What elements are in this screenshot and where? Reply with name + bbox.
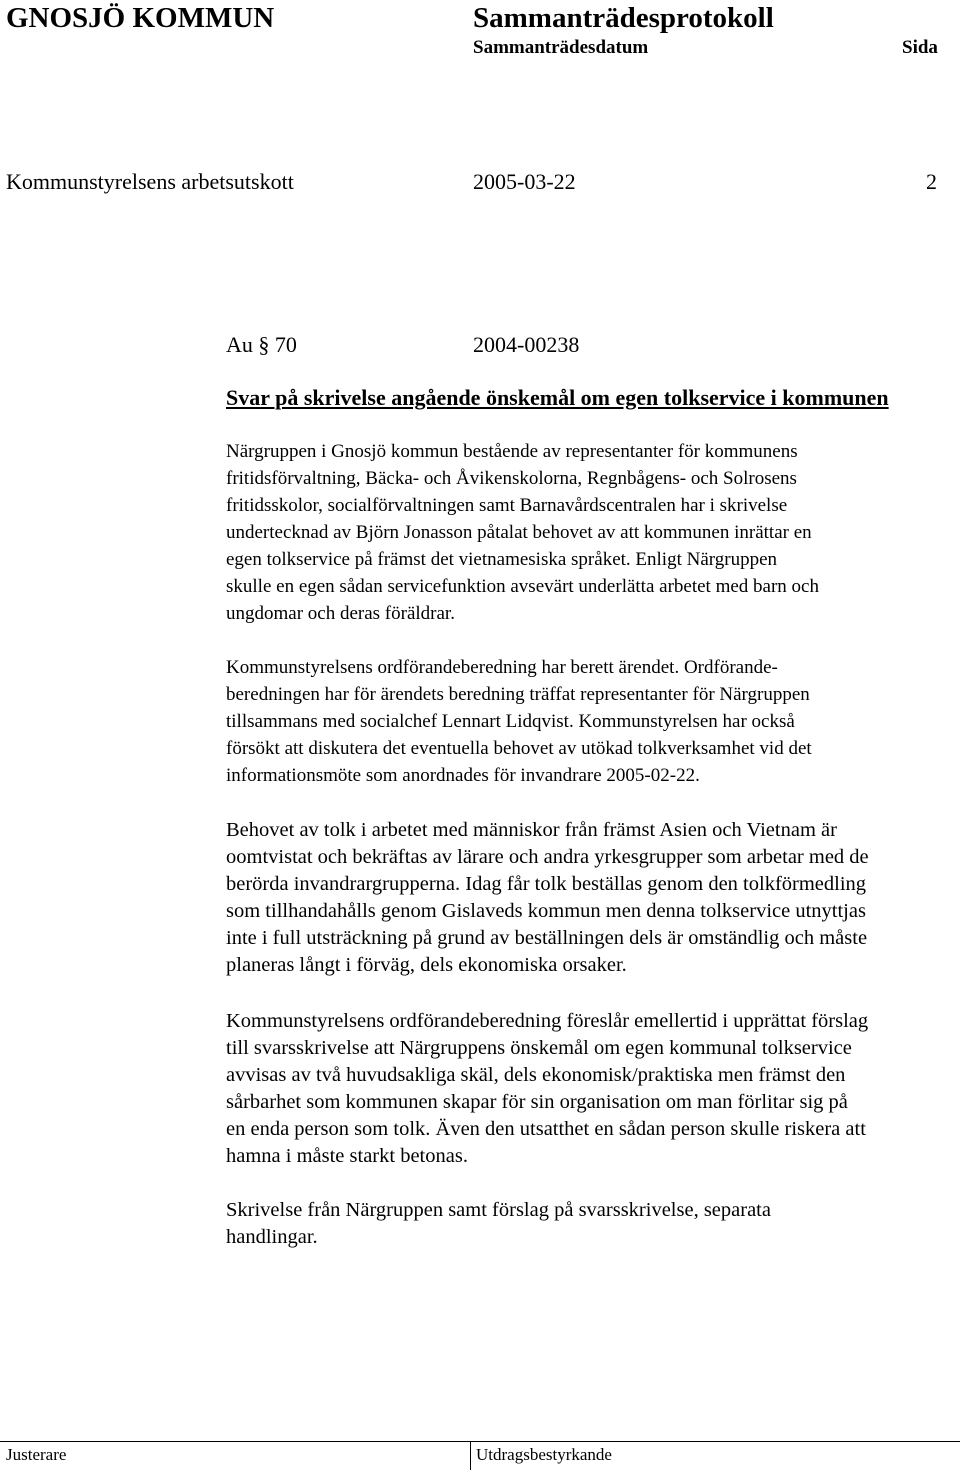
text-line: Kommunstyrelsens ordförandeberedning har berett ärendet. Ordförande- [226,657,778,678]
case-number: 2004-00238 [473,332,580,357]
text-line: informationsmöte som anordnades för invandrare 2005-02-22. [226,765,700,786]
text-line: försökt att diskutera det eventuella behovet av utökad tolkverksamhet vid det [226,738,812,759]
page-number: 2 [926,169,937,194]
text-line: tillsammans med socialchef Lennart Lidqvist. Kommunstyrelsen har också [226,711,795,732]
text-line: fritidsskolor, socialförvaltningen samt Barnavårdscentralen har i skrivelse [226,495,788,516]
footer-divider [470,1441,471,1470]
text-line: som tillhandahålls genom Gislaveds kommun men denna tolkservice utnyttjas [226,900,866,922]
text-line: berörda invandrargrupperna. Idag får tolk beställas genom den tolkförmedling [226,873,867,895]
text-line: till svarsskrivelse att Närgruppens önskemål om egen kommunal tolkservice [226,1037,852,1059]
text-line: sårbarhet som kommunen skapar för sin organisation om man förlitar sig på [226,1091,848,1113]
paragraph-reference: Au § 70 [226,332,297,357]
text-line: oomtvistat och bekräftas av lärare och andra yrkesgrupper som arbetar med de [226,846,869,868]
document-title: Sammanträdesprotokoll [473,2,774,34]
text-line: undertecknad av Björn Jonasson påtalat behovet av att kommunen inrättar en [226,522,812,543]
text-line: en enda person som tolk. Även den utsatthet en sådan person skulle riskera att [226,1118,866,1140]
extract-certification-label: Utdragsbestyrkande [476,1445,612,1464]
text-line: Kommunstyrelsens ordförandeberedning föreslår emellertid i upprättat förslag [226,1010,869,1032]
municipality-name: GNOSJÖ KOMMUN [6,2,275,34]
meeting-date: 2005-03-22 [473,169,576,194]
paragraph-2 [226,654,960,789]
adjuster-label: Justerare [6,1445,67,1464]
text-line: planeras långt i förväg, dels ekonomiska orsaker. [226,954,627,976]
text-line: avvisas av två huvudsakliga skäl, dels ekonomisk/praktiska men främst den [226,1064,846,1086]
paragraph-1 [226,438,960,627]
subject-heading: Svar på skrivelse angående önskemål om egen tolkservice i kommunen [226,385,889,410]
text-line: Skrivelse från Närgruppen samt förslag på svarsskrivelse, separata [226,1199,771,1221]
text-line: handlingar. [226,1226,318,1248]
meeting-date-label: Sammanträdesdatum [473,37,649,58]
text-line: ungdomar och deras föräldrar. [226,603,455,624]
paragraph-5 [226,1197,960,1251]
page-label: Sida [902,37,938,58]
text-line: inte i full utsträckning på grund av beställningen dels är omständlig och måste [226,927,868,949]
paragraph-4 [226,1008,960,1170]
text-line: hamna i måste starkt betonas. [226,1145,468,1167]
text-line: egen tolkservice på främst det vietnamesiska språket. Enligt Närgruppen [226,549,777,570]
footer-rule [0,1441,960,1442]
text-line: beredningen har för ärendets beredning träffat representanter för Närgruppen [226,684,810,705]
paragraph-3 [226,817,960,979]
text-line: fritidsförvaltning, Bäcka- och Åvikenskolorna, Regnbågens- och Solrosens [226,468,797,489]
text-line: Närgruppen i Gnosjö kommun bestående av representanter för kommunens [226,441,798,462]
text-line: skulle en egen sådan servicefunktion avsevärt underlätta arbetet med barn och [226,576,819,597]
committee-name: Kommunstyrelsens arbetsutskott [6,169,294,194]
text-line: Behovet av tolk i arbetet med människor från främst Asien och Vietnam är [226,819,837,841]
